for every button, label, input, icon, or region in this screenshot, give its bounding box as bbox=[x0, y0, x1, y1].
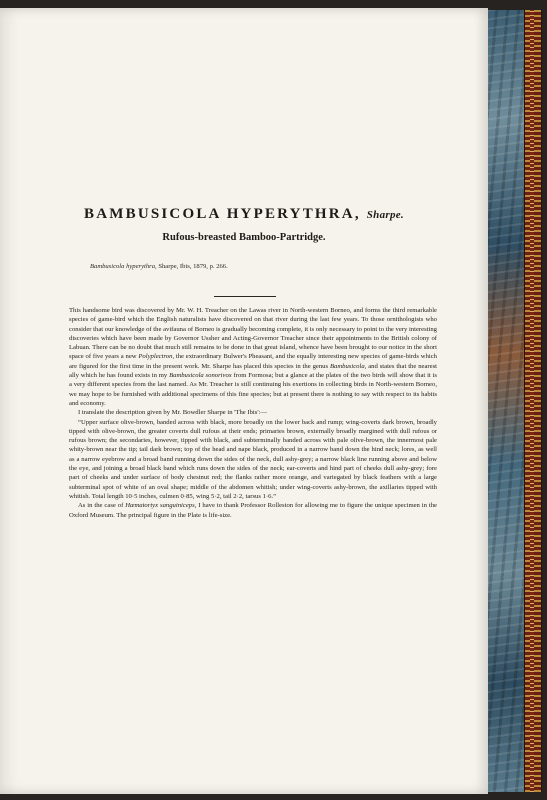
text-run: , the extraordinary Bulwer's Pheasant, and the equally interesting new species of game-birds which are figured for the first time in the present work. Mr. Sharpe has placed this species in the genus bbox=[69, 353, 437, 370]
text-run: , and states that the nearest ally which he has found exists in my bbox=[69, 362, 438, 380]
species-title bbox=[0, 206, 488, 223]
italic-term: Hæmatortyx sanguiniceps bbox=[125, 502, 195, 510]
species-author: Sharpe. bbox=[366, 209, 404, 221]
description-paragraph bbox=[69, 418, 437, 502]
citation-name: Bambusicola hyperythra, bbox=[90, 263, 157, 270]
book-page bbox=[0, 8, 488, 794]
common-name: Rufous-breasted Bamboo-Partridge. bbox=[162, 232, 326, 243]
text-run: “Upper surface olive-brown, banded across with black, more broadly on the lower back and rump; wing-coverts dark brown, broadly tipped with olive-brown, the greater coverts dull rufous at their ends; primaries brown, externally broadly margined with dull rufous or rufous brown; the secondaries, however, tipped with black, and subterminally banded across with pale olive-brown, the innermost pale whity-brown near the tip; tail dark brown; top of the head and nape black, produced in a narrow band down the hind neck; lores, as well as a narrow eyebrow and a broad band running down the sides of the neck, dull ashy-grey; a narrow black line running above and below the eye, and joining a broad black band which runs down the sides of the neck; ear-coverts and hind part of cheeks dull ashy-grey; fore part of cheeks and under surface of body chestnut red; the flanks rather more orange, and variegated by black feathers with a large subterminal spot of white of an oval shape; middle of the abdomen whitish; under wing-coverts ashy-brown, the axillaries tipped with whitish. Total length 10·5 inches, culmen 0·85, wing 5·2, tail 2·2, tarsus 1·6.” bbox=[69, 418, 437, 500]
italic-term: Bambusicola sonorivox bbox=[169, 372, 232, 380]
text-run: , I have to thank Professor Rolleston for allowing me to figure the unique specimen in the Oxford Museum. The principal figure in the Plate is life-size. bbox=[69, 502, 438, 519]
intro-paragraph bbox=[69, 306, 437, 408]
italic-term: Polyplectron bbox=[138, 353, 173, 361]
species-name: BAMBUSICOLA HYPERYTHRA, bbox=[84, 206, 361, 222]
citation bbox=[90, 263, 430, 270]
marbled-page-edge bbox=[484, 10, 524, 792]
gilt-cover-border bbox=[524, 10, 542, 792]
text-run: from Formosa; but a glance at the plates of the two birds will show that it is a very different species from the last named. As Mr. Treacher is still continuing his exertions in collecting birds in North-western Borneo, we may hope to be furnished with additional specimens of this fine species; but at present there is nothing to say with respect to its habits and economy. bbox=[69, 372, 437, 407]
translation-intro-paragraph bbox=[69, 408, 437, 417]
figure-note-paragraph bbox=[69, 501, 437, 520]
text-run: This handsome bird was discovered by Mr. W. H. Treacher on the Lawas river in North-western Borneo, and forms the third remarkable species of game-bird which the English naturalists have discovered on that river during the last few years. To those ornithologists who consider that our knowledge of the avifauna of Borneo is gradually becoming complete, it is only necessary to point to the very interesting discoveries which have been made by Governor Ussher and Acting-Governor Treacher since their appointments to the British colony of Labuan. There can be no doubt that much still remains to be done in that great island, whence have been brought to our notice in the short space of five years a new bbox=[69, 307, 437, 361]
section-divider bbox=[214, 296, 276, 297]
citation-reference: Sharpe, Ibis, 1879, p. 266. bbox=[156, 263, 228, 270]
text-run: I translate the description given by Mr. Bowdler Sharpe in 'The Ibis':— bbox=[78, 409, 268, 417]
body-text bbox=[69, 306, 437, 520]
text-run: As in the case of bbox=[78, 502, 126, 510]
italic-term: Bambusicola bbox=[329, 362, 365, 370]
